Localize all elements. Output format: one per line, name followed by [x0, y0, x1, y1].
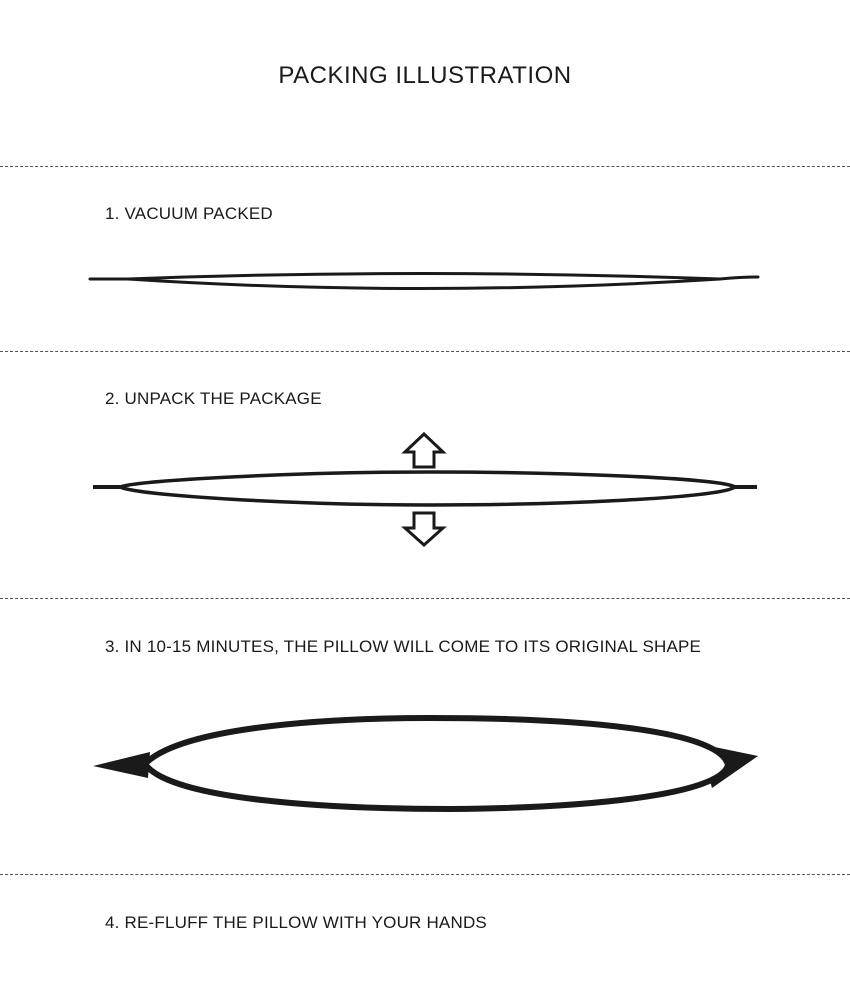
full-pillow-illustration — [0, 708, 850, 818]
full-pillow-shape — [93, 718, 758, 809]
full-pillow-body — [145, 718, 728, 809]
expanding-pillow-shape — [93, 472, 757, 505]
flat-pillow-bottom-edge — [128, 279, 720, 289]
expanding-pillow-outline — [120, 472, 735, 505]
step-3-label: 3. IN 10-15 MINUTES, THE PILLOW WILL COME TO ITS ORIGINAL SHAPE — [105, 637, 702, 656]
vacuum-packed-pillow-illustration — [0, 260, 850, 300]
flat-pillow-top-edge — [128, 274, 720, 280]
step-1-label: 1. VACUUM PACKED — [105, 204, 273, 223]
step-4-label: 4. RE-FLUFF THE PILLOW WITH YOUR HANDS — [105, 913, 487, 932]
unpack-pillow-illustration — [0, 428, 850, 553]
section-divider — [0, 598, 850, 599]
up-arrow-icon — [405, 434, 443, 467]
page-title: PACKING ILLUSTRATION — [278, 62, 572, 89]
section-divider — [0, 166, 850, 167]
flat-pillow-shape — [90, 274, 758, 289]
section-divider — [0, 351, 850, 352]
down-arrow-icon — [405, 513, 443, 545]
flat-pillow-right-tip — [720, 277, 758, 279]
step-2-label: 2. UNPACK THE PACKAGE — [105, 389, 322, 408]
section-divider — [0, 874, 850, 875]
full-pillow-left-corner — [93, 752, 150, 778]
